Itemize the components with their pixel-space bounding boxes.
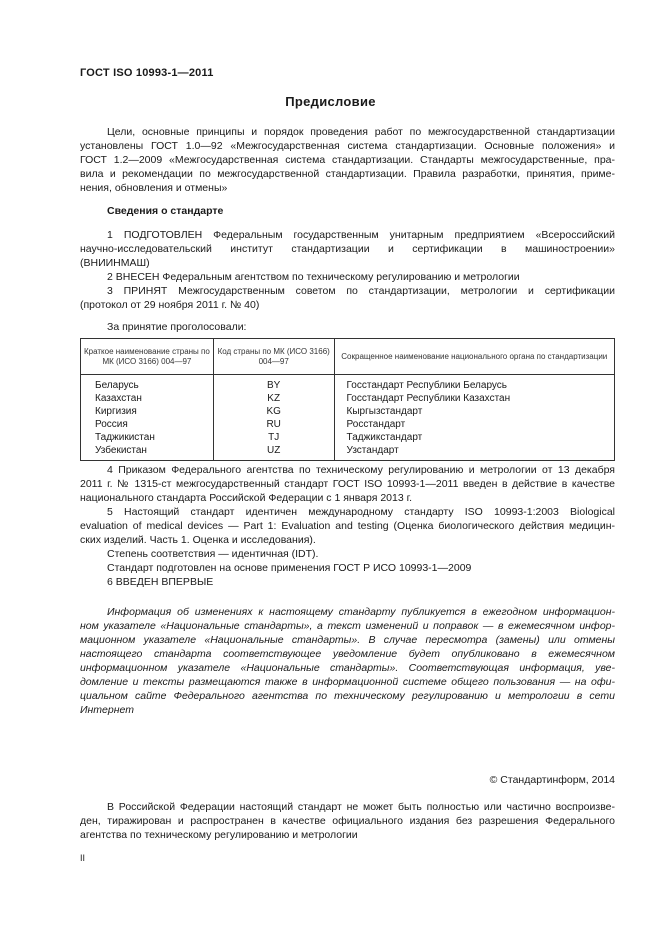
notice-line: информационном указателе «Национальные стандарты». Соответствующая информация, уве- — [80, 662, 615, 674]
intro-line: установлены ГОСТ 1.0—92 «Межгосударственная система стандартизации. Основные положения» и — [80, 140, 615, 152]
info-item-1-line: (ВНИИНМАШ) — [80, 257, 150, 269]
page-number: II — [80, 853, 86, 863]
table-header-row — [81, 339, 615, 375]
country-code: KZ — [213, 392, 334, 405]
conformity-degree: Степень соответствия — идентичная (IDT). — [107, 548, 319, 560]
voted-label: За принятие проголосовали: — [107, 321, 247, 333]
rights-line: В Российской Федерации настоящий стандарт не может быть полностью или частично воспроизве- — [107, 801, 615, 813]
intro-line: Цели, основные принципы и порядок проведения работ по межгосударственной стандартизации — [107, 126, 615, 138]
table-row — [81, 392, 615, 405]
country-code: KG — [213, 405, 334, 418]
table-row — [81, 444, 615, 461]
country-code: TJ — [213, 431, 334, 444]
changes-notice — [80, 605, 615, 717]
rights-line: агентства по техническому регулированию и метрологии — [80, 829, 358, 841]
info-item-1-line: научно-исследовательский институт стандартизации и сертификации в машиностроении» — [80, 243, 615, 255]
item-4-line: национального стандарта Российской Федерации с 1 января 2013 г. — [80, 492, 413, 504]
country-code: UZ — [213, 444, 334, 461]
country-name: Казахстан — [81, 392, 214, 405]
country-name: Киргизия — [81, 405, 214, 418]
standard-info — [80, 228, 615, 312]
info-item-2: 2 ВНЕСЕН Федеральным агентством по техническому регулированию и метрологии — [107, 271, 520, 283]
standards-body: Таджикстандарт — [334, 431, 614, 444]
table-row — [81, 431, 615, 444]
column-header-country: Краткое наименование страны по МК (ИСО 3166) 004—97 — [81, 339, 214, 375]
info-item-3-line: (протокол от 29 ноября 2011 г. № 40) — [80, 299, 260, 311]
country-name: Беларусь — [81, 375, 214, 393]
intro-paragraph — [80, 125, 615, 195]
country-code: BY — [213, 375, 334, 393]
voting-table — [80, 338, 615, 461]
notice-line: мационном указателе «Национальные стандарты». В случае пересмотра (замены) или отмены — [80, 634, 615, 646]
intro-line: ГОСТ 1.2—2009 «Межгосударственная система стандартизации. Стандарты межгосударственные, пра- — [80, 154, 615, 166]
standards-body: Росстандарт — [334, 418, 614, 431]
country-name: Узбекистан — [81, 444, 214, 461]
column-header-body: Сокращенное наименование национального органа по стандартизации — [334, 339, 614, 375]
standards-body: Кыргызстандарт — [334, 405, 614, 418]
prepared-basis: Стандарт подготовлен на основе применения ГОСТ Р ИСО 10993-1—2009 — [107, 562, 472, 574]
copyright: © Стандартинформ, 2014 — [489, 774, 615, 786]
intro-line: вила и рекомендации по межгосударственной стандартизации. Правила разработки, принятия, приме- — [80, 168, 615, 180]
standards-body: Госстандарт Республики Казахстан — [334, 392, 614, 405]
notice-line: ном указателе «Национальные стандарты», а текст изменений и поправок — в ежемесячном инфор- — [80, 620, 615, 632]
intro-line: нения, обновления и отмены» — [80, 182, 228, 194]
item-5-line: ских изделий. Часть 1. Оценка и исследования). — [80, 534, 316, 546]
rights-notice — [80, 800, 615, 842]
country-code: RU — [213, 418, 334, 431]
table-row — [81, 405, 615, 418]
notice-line: домление и тексты размещаются также в информационной системе общего пользования — на офи- — [80, 676, 615, 688]
item-4-line: 4 Приказом Федерального агентства по техническому регулированию и метрологии от 13 декабря — [107, 464, 615, 476]
item-5-line: evaluation of medical devices — Part 1: Evaluation and testing (Оценка биологического действия медицин- — [80, 520, 615, 532]
standards-body: Госстандарт Республики Беларусь — [334, 375, 614, 393]
notice-line: настоящего стандарта соответствующее уведомление будет опубликовано в ежемесячном — [80, 648, 615, 660]
page-title: Предисловие — [285, 94, 376, 109]
item-6: 6 ВВЕДЕН ВПЕРВЫЕ — [107, 576, 214, 588]
table-row — [81, 375, 615, 393]
item-4-line: 2011 г. № 1315-ст межгосударственный стандарт ГОСТ ISO 10993-1—2011 введен в действие в качестве — [80, 478, 615, 490]
column-header-code: Код страны по МК (ИСО 3166) 004—97 — [213, 339, 334, 375]
item-5-line: 5 Настоящий стандарт идентичен международному стандарту ISO 10993-1:2003 Biological — [107, 506, 615, 518]
notice-line: циальном сайте Федерального агентства по техническому регулированию и метрологии в сети — [80, 690, 615, 702]
section-heading: Сведения о стандарте — [107, 205, 224, 217]
document-code: ГОСТ ISO 10993-1—2011 — [80, 67, 214, 79]
notice-line: Интернет — [80, 704, 134, 716]
info-item-1-line: 1 ПОДГОТОВЛЕН Федеральным государственным унитарным предприятием «Всероссийский — [107, 229, 615, 241]
standards-body: Узстандарт — [334, 444, 614, 461]
adoption-info — [80, 463, 615, 589]
country-name: Россия — [81, 418, 214, 431]
notice-line: Информация об изменениях к настоящему стандарту публикуется в ежегодном информацион- — [107, 606, 615, 618]
info-item-3-line: 3 ПРИНЯТ Межгосударственным советом по стандартизации, метрологии и сертификации — [107, 285, 615, 297]
table-row — [81, 418, 615, 431]
rights-line: ден, тиражирован и распространен в качестве официального издания без разрешения Федерального — [80, 815, 615, 827]
country-name: Таджикистан — [81, 431, 214, 444]
